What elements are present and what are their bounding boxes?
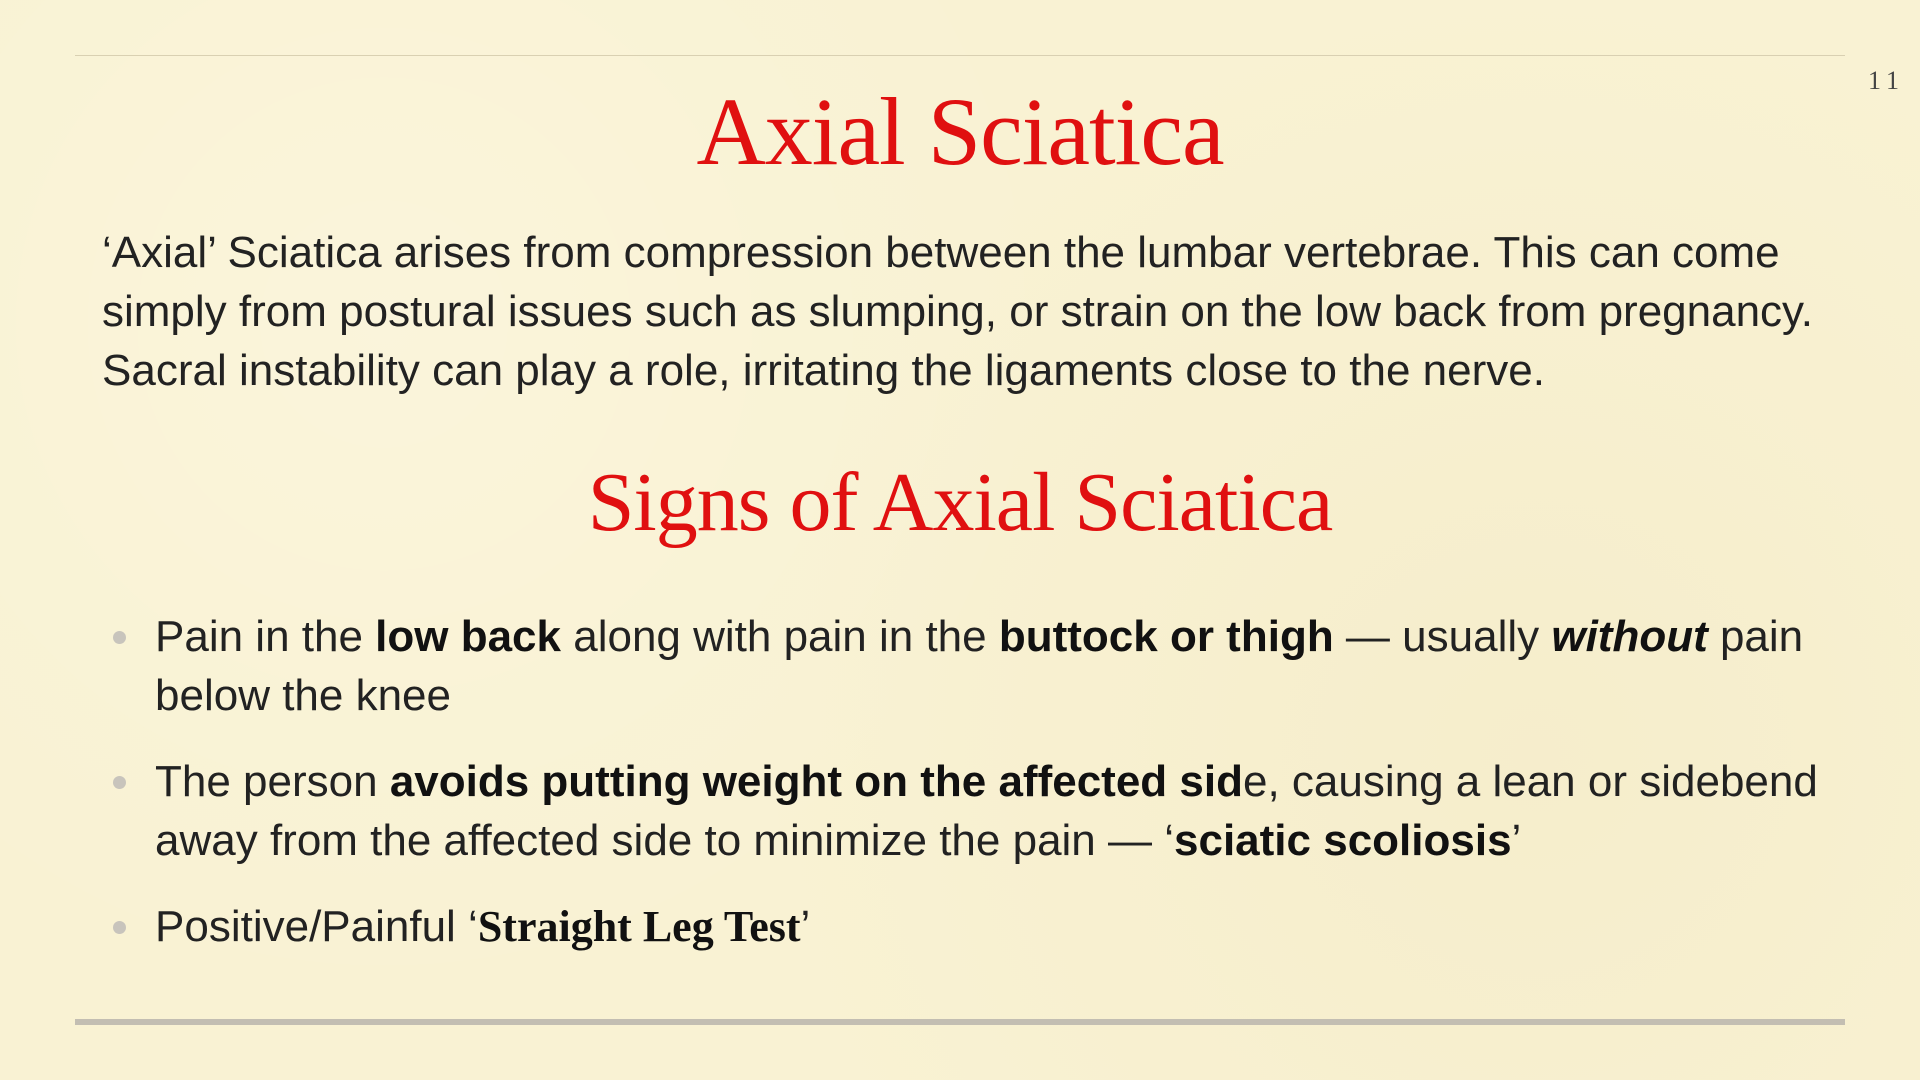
bullet-text: — usually — [1333, 612, 1552, 661]
list-item — [155, 897, 1855, 956]
signs-list — [155, 607, 1855, 983]
bullet-text: ’ — [1511, 816, 1522, 865]
bullet-emphasis: buttock or thigh — [998, 612, 1334, 661]
slide-title: Axial Sciatica — [696, 78, 1224, 185]
intro-paragraph: ‘Axial’ Sciatica arises from compression between the lumbar vertebrae. This can come simply from postural issues such as slumping, or strain on the low back from pregnancy. Sacral instability can play a role, irritating the ligaments close to the nerve. — [102, 228, 1814, 395]
bullet-emphasis: sciatic scoliosis — [1174, 816, 1512, 865]
bullet-italic-emphasis: without — [1551, 612, 1708, 661]
bottom-divider — [75, 1019, 1845, 1025]
bullet-text: ’ — [800, 902, 811, 951]
page-number: 11 — [1868, 66, 1906, 95]
bullet-dot-icon — [113, 921, 126, 934]
bullet-text: The person — [155, 757, 390, 806]
bullet-emphasis: low back — [375, 612, 561, 661]
top-divider — [75, 55, 1845, 56]
list-item — [155, 607, 1855, 725]
bullet-text: Positive/Painful ‘ — [155, 902, 478, 951]
bullet-emphasis: avoids putting weight on the affected sid — [389, 757, 1243, 806]
bullet-dot-icon — [113, 776, 126, 789]
bullet-dot-icon — [113, 631, 126, 644]
bullet-text: along with pain in the — [561, 612, 999, 661]
bullet-text: pain below the knee — [155, 612, 1804, 720]
bullet-text: Pain in the — [155, 612, 376, 661]
bullet-emphasis: Straight Leg Test — [477, 902, 801, 951]
section-heading: Signs of Axial Sciatica — [587, 456, 1333, 549]
bullet-text: e, causing a lean or sidebend away from the affected side to minimize the pain — ‘ — [155, 757, 1818, 865]
list-item — [155, 752, 1855, 870]
